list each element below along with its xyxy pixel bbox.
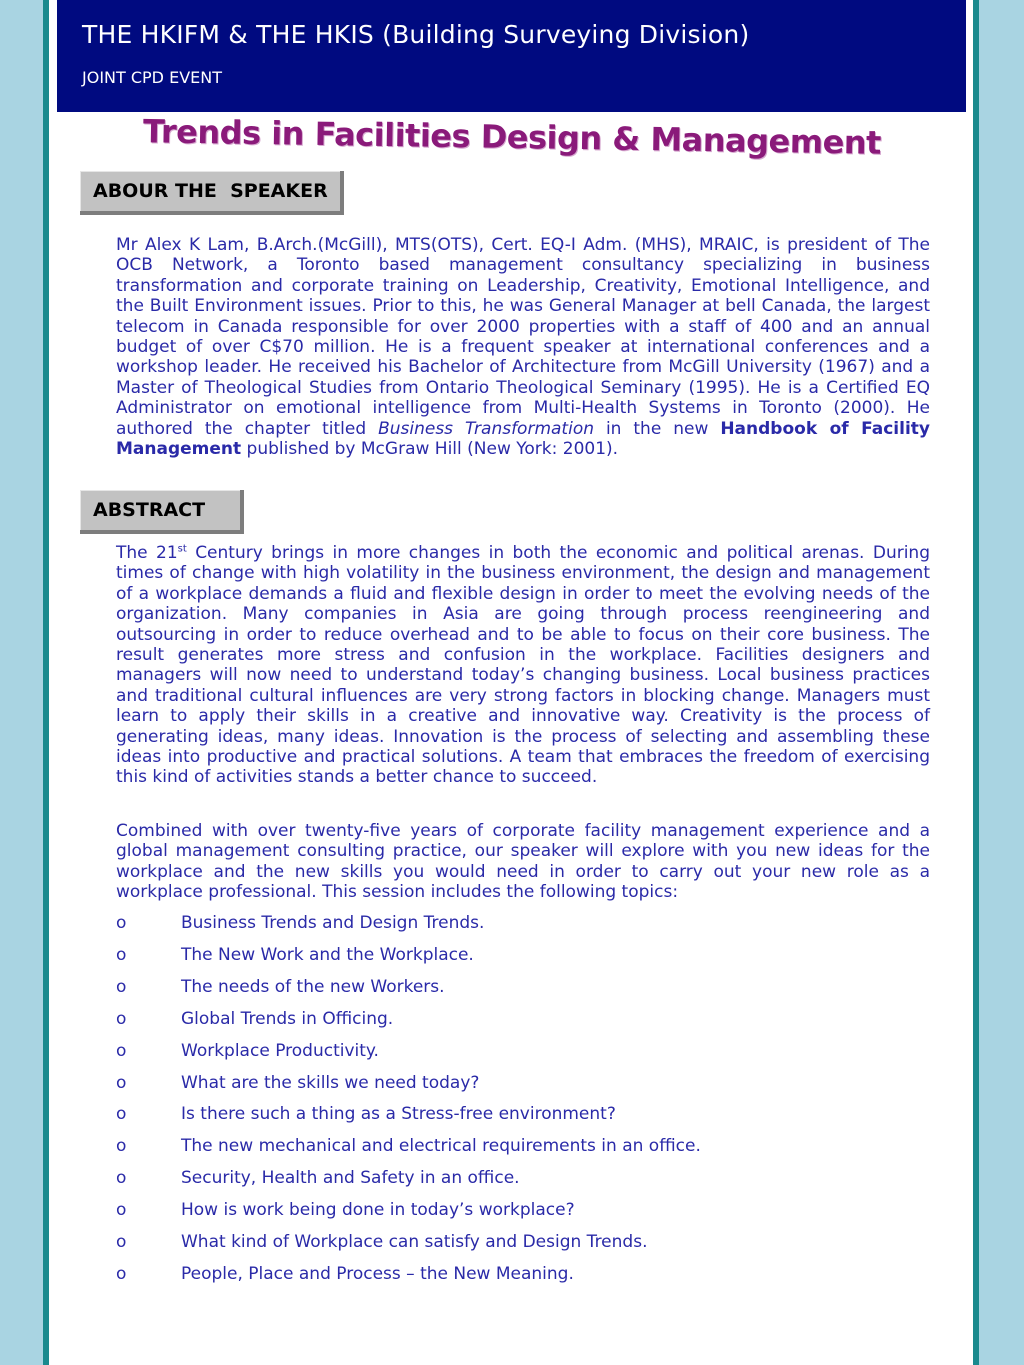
- header-subtitle: JOINT CPD EVENT: [82, 68, 222, 87]
- header-title: THE HKIFM & THE HKIS (Building Surveying Division): [82, 20, 750, 49]
- topic-text: What kind of Workplace can satisfy and Design Trends.: [181, 1232, 648, 1252]
- topic-text: People, Place and Process – the New Meaning.: [181, 1263, 574, 1284]
- topic-bullet: o: [116, 1072, 127, 1093]
- topic-text: Global Trends in Officing.: [181, 1008, 394, 1029]
- abstract-paragraph-2: Combined with over twenty-five years of corporate facility management experience and a global management consulting practice, our speaker will explore with you new ideas for the workplace and the new skills you would need in order to carry out your new role as a workplace professional. This session includes the following topics:: [116, 821, 930, 903]
- topic-bullet: o: [116, 1104, 127, 1125]
- speaker-section-label: ABOUR THE SPEAKER: [80, 171, 344, 215]
- topic-text: Security, Health and Safety in an office.: [181, 1168, 520, 1189]
- topic-bullet: o: [116, 1200, 127, 1221]
- topic-bullet: o: [116, 1263, 127, 1284]
- abstract-section-label: ABSTRACT: [80, 490, 244, 534]
- topic-bullet: o: [116, 1136, 127, 1157]
- topic-text: What are the skills we need today?: [181, 1072, 480, 1093]
- topic-bullet: o: [116, 1232, 127, 1252]
- bio-handbook-title: Handbook of Facility Management: [116, 418, 930, 460]
- abstract-lead: The 21: [116, 543, 178, 563]
- topic-bullet: o: [116, 944, 127, 965]
- topic-text: The New Work and the Workplace.: [181, 944, 474, 965]
- bio-text-1: Mr Alex K Lam, B.Arch.(McGill), MTS(OTS), Cert. EQ-I Adm. (MHS), MRAIC, is president of The OCB Network, a Toronto based management consultancy specializing in business transformation and corporate training on Leadership, Creativity, Emotional Intelligence, and the Built Environment issues. Prior to this, he was General Manager at bell Canada, the largest telecom in Canada responsible for over 2000 properties with a staff of 400 and an annual budget of over C$70 million. He is a frequent speaker at international conferences and a workshop leader. He received his Bachelor of Architecture from McGill University (1967) and a Master of Theological Studies from Ontario Theological Seminary (1995). He is a Certified EQ Administrator on emotional intelligence from Multi-Health Systems in Toronto (2000). He authored the chapter titled: [116, 235, 930, 439]
- bio-chapter-title: Business Transformation: [378, 418, 594, 439]
- topic-text: Workplace Productivity.: [181, 1040, 379, 1061]
- topic-bullet: o: [116, 913, 127, 933]
- topic-text: Business Trends and Design Trends.: [181, 913, 485, 933]
- topic-bullet: o: [116, 976, 127, 997]
- bio-text-2: in the new: [594, 418, 721, 439]
- topic-bullet: o: [116, 1040, 127, 1061]
- page-title: Trends in Facilities Design & Management: [142, 112, 882, 162]
- topic-bullet: o: [116, 1008, 127, 1029]
- speaker-bio: [116, 235, 930, 459]
- topic-text: Is there such a thing as a Stress-free environment?: [181, 1104, 616, 1125]
- header-banner: [57, 0, 966, 112]
- abstract-paragraph-1: [116, 543, 930, 788]
- topic-text: The needs of the new Workers.: [181, 976, 445, 997]
- topic-bullet: o: [116, 1168, 127, 1189]
- bio-text-3: published by McGraw Hill (New York: 2001).: [241, 439, 619, 460]
- topic-text: How is work being done in today’s workplace?: [181, 1200, 575, 1221]
- topic-text: The new mechanical and electrical requirements in an office.: [181, 1136, 701, 1157]
- abstract-superscript: st: [177, 543, 187, 555]
- right-border: [973, 0, 979, 1365]
- abstract-body: Century brings in more changes in both the economic and political arenas. During times of change with high volatility in the business environment, the design and management of a workplace demands a fluid and flexible design in order to meet the evolving needs of the organization. Many companies in Asia are going through process reengineering and outsourcing in order to reduce overhead and to be able to focus on their core business. The result generates more stress and confusion in the workplace. Facilities designers and managers will now need to understand today’s changing business. Local business practices and traditional cultural influences are very strong factors in blocking change. Managers must learn to apply their skills in a creative and innovative way. Creativity is the process of generating ideas, many ideas. Innovation is the process of selecting and assembling these ideas into productive and practical solutions. A team that embraces the freedom of exercising this kind of activities stands a better chance to succeed.: [116, 543, 930, 788]
